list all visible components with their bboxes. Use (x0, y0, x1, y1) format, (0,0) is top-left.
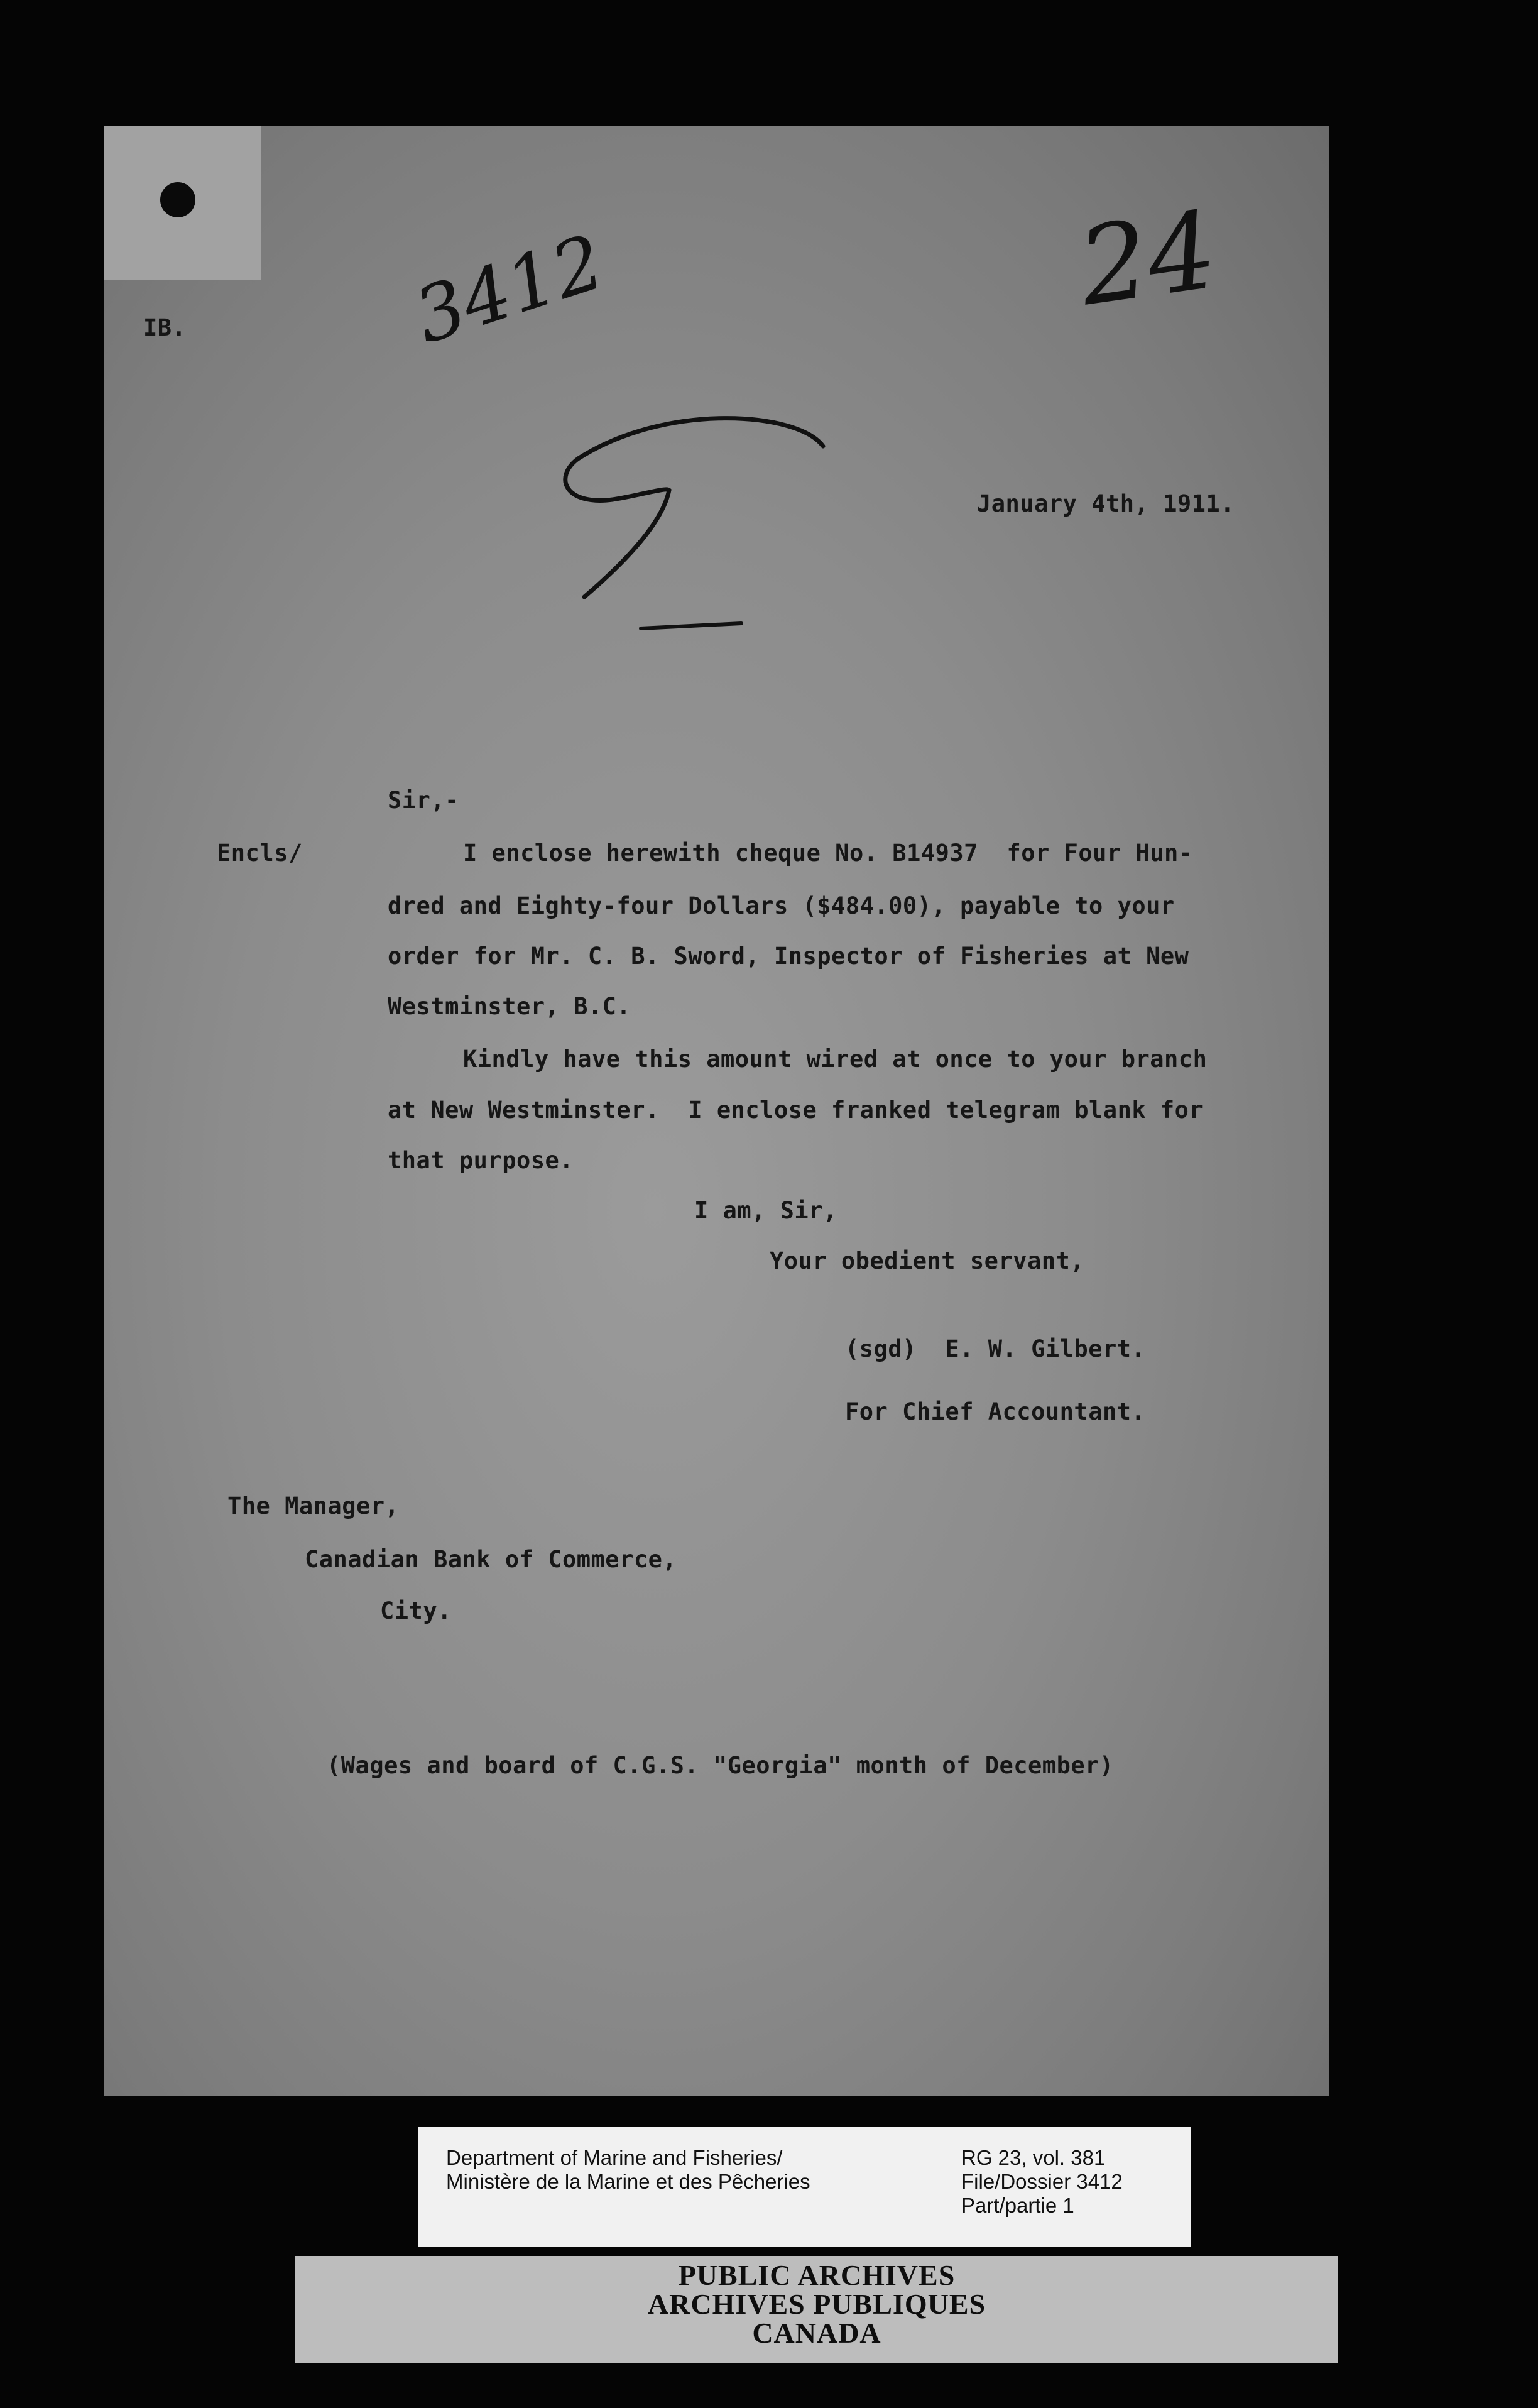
department-line: Ministère de la Marine et des Pêcheries (446, 2170, 810, 2193)
closing-line: I am, Sir, (694, 1197, 837, 1224)
address-line: City. (380, 1597, 452, 1624)
body-line: at New Westminster. I enclose franked telegram blank for (388, 1097, 1204, 1124)
page-number-text: 24 (1072, 188, 1224, 331)
footnote: (Wages and board of C.G.S. "Georgia" month of December) (327, 1752, 1114, 1779)
archive-stamp-line: PUBLIC ARCHIVES (678, 2259, 956, 2291)
reference-line: File/Dossier 3412 (961, 2170, 1123, 2193)
salutation: Sir,- (388, 787, 459, 814)
department-line: Department of Marine and Fisheries/ (446, 2146, 783, 2169)
handwritten-page-number (1068, 176, 1231, 352)
closing-line: Your obedient servant, (770, 1247, 1085, 1274)
body-line: order for Mr. C. B. Sword, Inspector of Fisheries at New (388, 943, 1189, 970)
body-line: Westminster, B.C. (388, 993, 631, 1020)
signature: (sgd) E. W. Gilbert. (845, 1335, 1146, 1362)
reference-line: Part/partie 1 (961, 2194, 1074, 2217)
address-line: Canadian Bank of Commerce, (305, 1546, 677, 1573)
handwritten-scribble (534, 390, 836, 654)
enclosure-note: Encls/ (217, 840, 303, 867)
body-line: I enclose herewith cheque No. B14937 for Four Hun- (463, 840, 1193, 867)
archive-stamp (295, 2261, 1338, 2348)
body-line: dred and Eighty-four Dollars ($484.00), payable to your (388, 892, 1175, 919)
address-line: The Manager, (227, 1492, 400, 1519)
body-line: that purpose. (388, 1147, 574, 1174)
punch-hole (160, 182, 195, 217)
archive-stamp-line: CANADA (752, 2317, 881, 2349)
file-number-text: 3412 (405, 218, 614, 361)
handwritten-file-number (396, 195, 614, 361)
body-line: Kindly have this amount wired at once to your branch (463, 1046, 1208, 1073)
letter-date: January 4th, 1911. (977, 490, 1235, 517)
corner-mark: IB. (143, 314, 187, 341)
signature-title: For Chief Accountant. (845, 1398, 1146, 1425)
archive-stamp-line: ARCHIVES PUBLIQUES (647, 2288, 986, 2320)
reference-line: RG 23, vol. 381 (961, 2146, 1106, 2169)
